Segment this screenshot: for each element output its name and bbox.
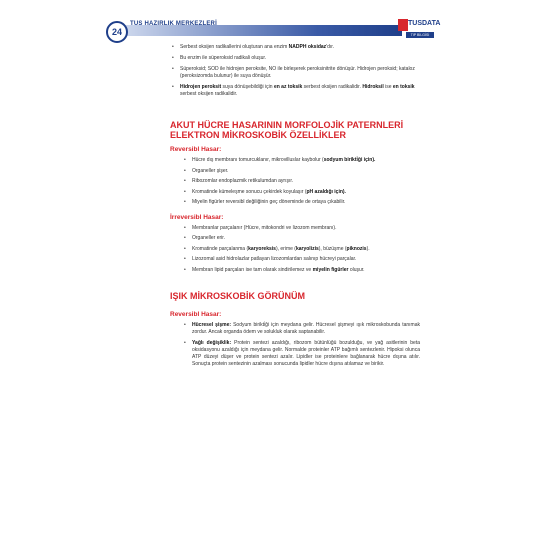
list-item: • Hücre dış membranı tomurcuklanır, mikrovilluslar kaybolur (sodyum birikti̇ği için). bbox=[182, 157, 420, 164]
logo-text: TUSDATA bbox=[408, 20, 441, 27]
list-item: • Organeller şişer. bbox=[182, 168, 420, 175]
list-item: • Membranlar parçalanır (Hücre, mitokondri ve lizozom membranı). bbox=[182, 225, 420, 232]
tusdata-logo bbox=[398, 19, 441, 43]
page-header bbox=[106, 19, 441, 43]
subsection-title: Reversibl Hasar: bbox=[170, 146, 222, 153]
list-item: • Organeller erir. bbox=[182, 235, 420, 242]
reversible-list bbox=[170, 157, 420, 206]
list-item: • Hücresel şişme: Sodyum birikti̇ği için meydana gelir. Hücresel şişmeyi ışık mikroskobunda tanımak zordur. Ancak organda ödem ve solukluk olarak saptanabilir. bbox=[182, 322, 420, 336]
subsection-title: Reversibl Hasar: bbox=[170, 311, 222, 318]
list-item: • Süperoksid; SOD ile hidrojen peroksite, NO ile birleşerek peroksinitrite dönüşür. Hidrojen peroksid; kataloz (peroksizomda bulunur) ile suya dönüşür. bbox=[170, 66, 420, 80]
list-item: • Membran lipid parçaları ise tam olarak sindirilemez ve miyelin figürler oluşur. bbox=[182, 267, 420, 274]
list-item: • Yağlı değişiklik: Protein sentezi azaldığı, ribozom bütünlüğü bozulduğu, ve yağ asitlerinin beta oksidasyonu azaldığı için meydana gelir. Normalde proteinler ATP bağımlı sentezlenir. Hipoksi olunca ATP düzeyi düşer ve protein sentezi azalır. Lipidler ise proteinlere bağlanarak hücre dışına atılır. Sonuçta protein sentezinin azalması sonucunda lipidler hücre dışına atılamaz ve birikir. bbox=[182, 340, 420, 368]
list-item: • Bu enzim ile süperoksid radikali oluşur. bbox=[170, 55, 420, 62]
radical-bullets bbox=[170, 44, 420, 98]
list-item: • Kromatinde parçalanma (karyoreksis), erime (karyolizis), büzüşme (piknozis). bbox=[182, 246, 420, 253]
list-item: • Lizozomal asid hidrolazlar patlayan lizozomlardan salınıp hücreyi parçalar. bbox=[182, 256, 420, 263]
list-item: • Hidrojen peroksit suya dönüşebildiği için en az toksik serbest oksijen radikalidir. Hidroksil ise en toksik serbest oksijen radikalidir. bbox=[170, 84, 420, 98]
section-title: IŞIK MİKROSKOBİK GÖRÜNÜM bbox=[170, 291, 305, 301]
irreversible-list bbox=[170, 225, 420, 274]
page-number: 24 bbox=[106, 21, 128, 43]
list-item: • Ribozomlar endoplazmik retikulumdan ayrışır. bbox=[182, 178, 420, 185]
light-microscopy-list bbox=[170, 322, 420, 368]
section-title: AKUT HÜCRE HASARININ MORFOLOJİK PATERNLERİ ELEKTRON MİKROSKOBİK ÖZELLİKLER bbox=[170, 120, 404, 140]
page-content bbox=[170, 44, 420, 371]
logo-mark-icon bbox=[398, 19, 408, 31]
header-title: TUS HAZIRLIK MERKEZLERİ bbox=[130, 21, 217, 27]
logo-subtitle: TIP BİLGİSİ MERKEZİ bbox=[406, 32, 434, 38]
list-item: • Serbest oksijen radikallerini oluşturan ana enzim NADPH oksidaz'dır. bbox=[170, 44, 420, 51]
list-item: • Kromatinde kümeleşme sonucu çekirdek koyulaşır (pH azaldığı için). bbox=[182, 189, 420, 196]
list-item: • Miyelin figürler reversibl değiliğinin geç döneminde de ortaya çıkabilir. bbox=[182, 199, 420, 206]
subsection-title: İrreversibl Hasar: bbox=[170, 213, 224, 221]
